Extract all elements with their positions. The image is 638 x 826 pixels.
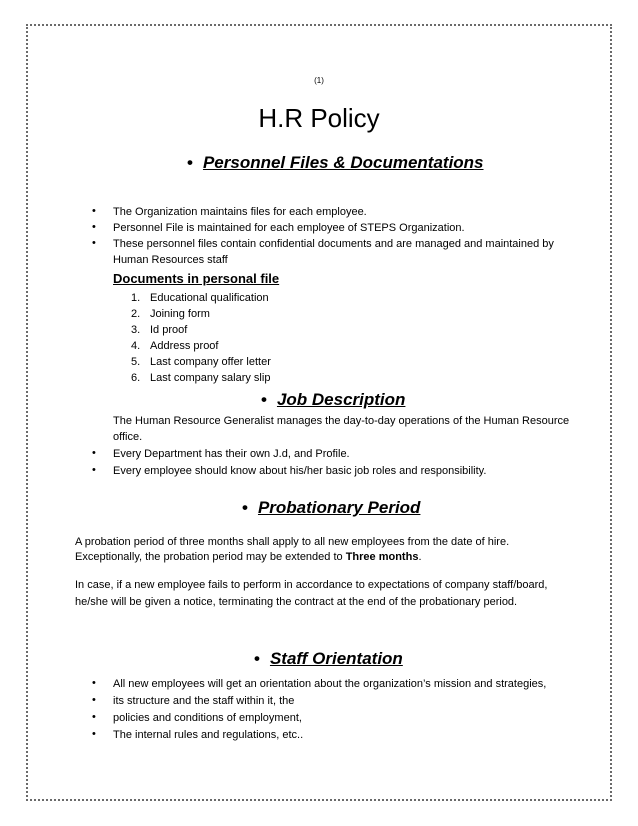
page-number: (1) bbox=[314, 76, 324, 85]
section-heading-orientation: • Staff Orientation bbox=[254, 649, 403, 668]
bullet-icon: • bbox=[254, 649, 260, 668]
bullet-icon: • bbox=[187, 153, 193, 172]
section-heading-probation: • Probationary Period bbox=[242, 498, 421, 517]
probation-paragraph-cont: Exceptionally, the probation period may be extended to Three months. bbox=[75, 551, 422, 563]
page-title: H.R Policy bbox=[258, 103, 380, 133]
document-item: Last company offer letter bbox=[150, 356, 271, 368]
bullet-icon: • bbox=[92, 728, 96, 740]
bullet-icon: • bbox=[92, 677, 96, 689]
document-num: 3. bbox=[131, 324, 141, 336]
list-item: Every employee should know about his/her basic job roles and responsibility. bbox=[113, 465, 487, 477]
document-num: 2. bbox=[131, 308, 141, 320]
bullet-icon: • bbox=[92, 711, 96, 723]
document-num: 5. bbox=[131, 356, 141, 368]
list-item: its structure and the staff within it, the bbox=[113, 695, 295, 707]
document-num: 4. bbox=[131, 340, 141, 352]
bullet-icon: • bbox=[261, 390, 267, 409]
bullet-icon: • bbox=[92, 464, 96, 476]
document-item: Last company salary slip bbox=[150, 372, 271, 384]
document-num: 6. bbox=[131, 372, 141, 384]
section-heading-job: • Job Description bbox=[261, 390, 406, 409]
document-item: Educational qualification bbox=[150, 292, 269, 304]
bullet-icon: • bbox=[92, 237, 96, 249]
bullet-icon: • bbox=[92, 694, 96, 706]
document-item: Id proof bbox=[150, 324, 188, 336]
list-item-continuation: Human Resources staff bbox=[113, 254, 228, 266]
probation-notice: In case, if a new employee fails to perform in accordance to expectations of company staff/board, bbox=[75, 579, 548, 591]
list-item: The internal rules and regulations, etc.. bbox=[113, 729, 304, 741]
probation-notice-cont: he/she will be given a notice, terminating the contract at the end of the probationary period. bbox=[75, 596, 518, 608]
list-item: Personnel File is maintained for each employee of STEPS Organization. bbox=[113, 222, 465, 234]
bullet-icon: • bbox=[92, 447, 96, 459]
job-intro: The Human Resource Generalist manages the day-to-day operations of the Human Resource bbox=[113, 415, 570, 427]
document-item: Address proof bbox=[150, 340, 219, 352]
documents-heading: Documents in personal file bbox=[113, 271, 280, 286]
bullet-icon: • bbox=[92, 221, 96, 233]
document-num: 1. bbox=[131, 292, 141, 304]
list-item: All new employees will get an orientation about the organization’s mission and strategies, bbox=[113, 678, 547, 690]
list-item: These personnel files contain confidential documents and are managed and maintained by bbox=[113, 238, 554, 250]
probation-paragraph: A probation period of three months shall apply to all new employees from the date of hire. bbox=[75, 536, 510, 548]
bullet-icon: • bbox=[92, 205, 96, 217]
list-item: The Organization maintains files for each employee. bbox=[113, 206, 367, 218]
list-item: policies and conditions of employment, bbox=[113, 712, 302, 724]
bullet-icon: • bbox=[242, 498, 248, 517]
section-heading-personnel: • Personnel Files & Documentations bbox=[187, 153, 484, 172]
document-item: Joining form bbox=[150, 308, 210, 320]
list-item: Every Department has their own J.d, and Profile. bbox=[113, 448, 350, 460]
job-intro-cont: office. bbox=[113, 431, 143, 443]
